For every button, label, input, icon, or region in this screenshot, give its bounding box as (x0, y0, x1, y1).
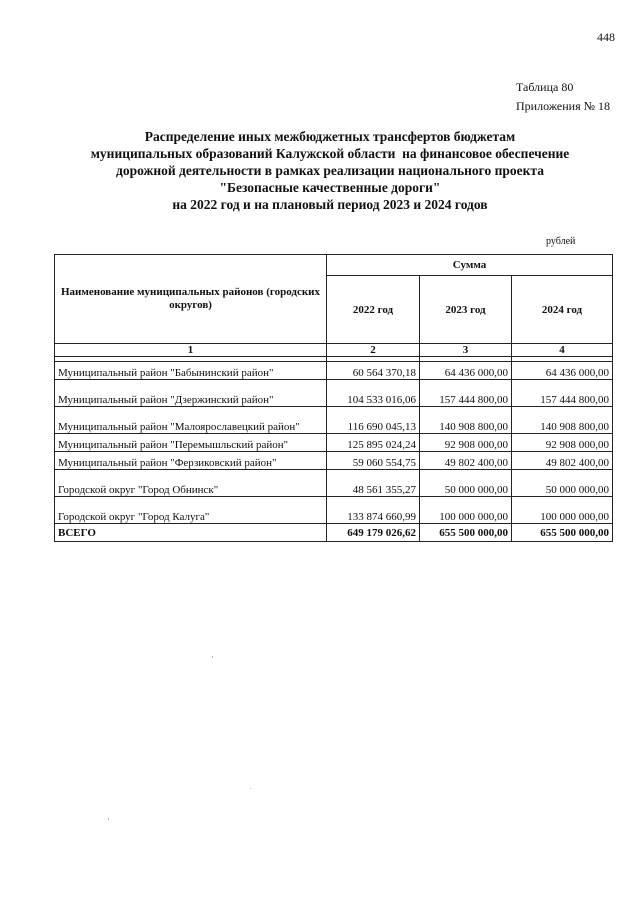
header-year-2022: 2022 год (327, 276, 420, 344)
header-name: Наименование муниципальных районов (городских округов) (55, 255, 327, 344)
column-index: 3 (420, 344, 512, 357)
header-year-2023: 2023 год (420, 276, 512, 344)
district-name: Муниципальный район "Ферзиковский район" (55, 452, 327, 470)
table-row (55, 362, 613, 380)
amount-2023: 92 908 000,00 (420, 434, 512, 452)
column-index: 2 (327, 344, 420, 357)
header-sum: Сумма (327, 255, 613, 276)
amount-2024: 50 000 000,00 (512, 470, 613, 497)
amount-2022: 125 895 024,24 (327, 434, 420, 452)
header-year-2024: 2024 год (512, 276, 613, 344)
table-row (55, 452, 613, 470)
column-index: 1 (55, 344, 327, 357)
amount-2022: 59 060 554,75 (327, 452, 420, 470)
document-title (30, 128, 630, 213)
amount-2023: 64 436 000,00 (420, 362, 512, 380)
amount-2024: 64 436 000,00 (512, 362, 613, 380)
scan-speck (212, 656, 213, 658)
amount-2022: 60 564 370,18 (327, 362, 420, 380)
column-index: 4 (512, 344, 613, 357)
district-name: Городской округ "Город Обнинск" (55, 470, 327, 497)
scan-speck (250, 788, 251, 789)
units-label: рублей (546, 236, 576, 247)
amount-2024: 92 908 000,00 (512, 434, 613, 452)
table-row (55, 497, 613, 524)
table-number: Таблица 80 (516, 80, 574, 94)
title-line: на 2022 год и на плановый период 2023 и 2024 годов (172, 197, 488, 212)
amount-2022: 116 690 045,13 (327, 407, 420, 434)
district-name: Муниципальный район "Дзержинский район" (55, 380, 327, 407)
amount-2024: 49 802 400,00 (512, 452, 613, 470)
amount-2022: 104 533 016,06 (327, 380, 420, 407)
amount-2024: 140 908 800,00 (512, 407, 613, 434)
table-row (55, 470, 613, 497)
title-line: Распределение иных межбюджетных трансфертов бюджетам (144, 129, 516, 144)
amount-2022: 48 561 355,27 (327, 470, 420, 497)
allocation-table (54, 254, 613, 542)
title-line: муниципальных образований Калужской области на финансовое обеспечение (90, 146, 570, 161)
amount-2022: 133 874 660,99 (327, 497, 420, 524)
amount-2023: 49 802 400,00 (420, 452, 512, 470)
table-row (55, 407, 613, 434)
total-2023: 655 500 000,00 (420, 524, 512, 542)
amount-2023: 157 444 800,00 (420, 380, 512, 407)
appendix-number: Приложения № 18 (516, 99, 611, 113)
district-name: Муниципальный район "Перемышльский район" (55, 434, 327, 452)
district-name: Городской округ "Город Калуга" (55, 497, 327, 524)
district-name: Муниципальный район "Малоярославецкий район" (55, 407, 327, 434)
amount-2024: 157 444 800,00 (512, 380, 613, 407)
title-line: "Безопасные качественные дороги" (219, 180, 441, 195)
total-2022: 649 179 026,62 (327, 524, 420, 542)
amount-2024: 100 000 000,00 (512, 497, 613, 524)
amount-2023: 140 908 800,00 (420, 407, 512, 434)
total-label: ВСЕГО (55, 524, 327, 542)
column-index-row (55, 344, 613, 357)
title-line: дорожной деятельности в рамках реализации национального проекта (116, 163, 544, 178)
total-2024: 655 500 000,00 (512, 524, 613, 542)
amount-2023: 100 000 000,00 (420, 497, 512, 524)
district-name: Муниципальный район "Бабынинский район" (55, 362, 327, 380)
table-row (55, 380, 613, 407)
amount-2023: 50 000 000,00 (420, 470, 512, 497)
table-row (55, 434, 613, 452)
page-number: 448 (597, 30, 615, 44)
total-row (55, 524, 613, 542)
scan-speck (108, 818, 109, 820)
